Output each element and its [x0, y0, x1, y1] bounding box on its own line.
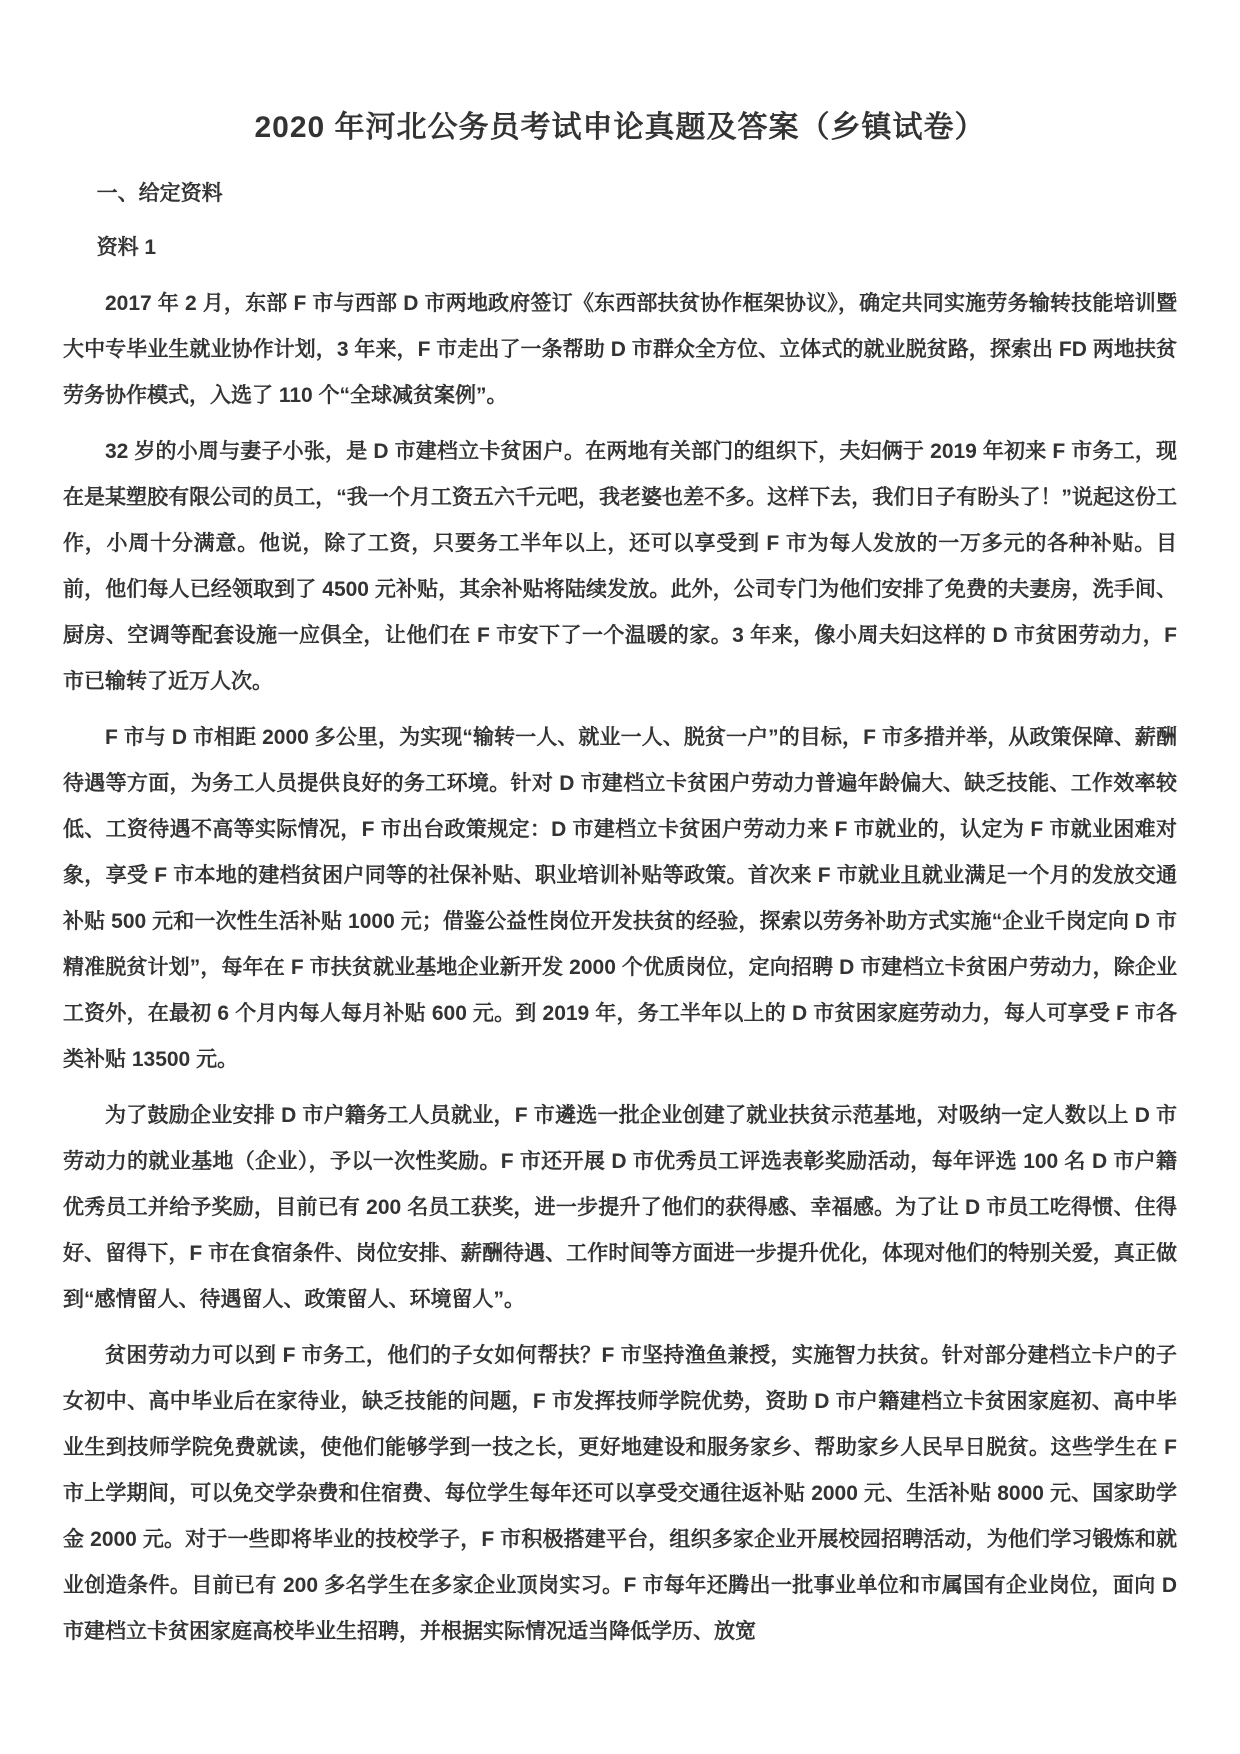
section-heading-given-materials: 一、给定资料 [96, 182, 223, 205]
material-paragraph-4: 为了鼓励企业安排 D 市户籍务工人员就业，F 市遴选一批企业创建了就业扶贫示范基地，对吸纳一定人数以上 D 市劳动力的就业基地（企业），予以一次性奖励。F 市还开展 D 市优秀员工评选表彰奖励活动，每年评选 100 名 D 市户籍优秀员工并给予奖励，目前已有 200 名员工获奖，进一步提升了他们的获得感、幸福感。为了让 D 市员工吃得惯、住得好、留得下，F 市在食宿条件、岗位安排、薪酬待遇、工作时间等方面进一步提升优化，体现对他们的特别关爱，真正做到“感情留人、待遇留人、政策留人、环境留人”。 [63, 1104, 1177, 1311]
material-paragraph-1: 2017 年 2 月，东部 F 市与西部 D 市两地政府签订《东西部扶贫协作框架协议》，确定共同实施劳务输转技能培训暨大中专毕业生就业协作计划，3 年来，F 市走出了一条帮助 D 市群众全方位、立体式的就业脱贫路，探索出 FD 两地扶贫劳务协作模式，入选了 110 个“全球减贫案例”。 [63, 292, 1177, 407]
document-title: 2020 年河北公务员考试申论真题及答案（乡镇试卷） [254, 111, 986, 144]
material-paragraph-2: 32 岁的小周与妻子小张，是 D 市建档立卡贫困户。在两地有关部门的组织下，夫妇俩于 2019 年初来 F 市务工，现在是某塑胶有限公司的员工，“我一个月工资五六千元吧，我老婆也差不多。这样下去，我们日子有盼头了！”说起这份工作，小周十分满意。他说，除了工资，只要务工半年以上，还可以享受到 F 市为每人发放的一万多元的各种补贴。目前，他们每人已经领取到了 4500 元补贴，其余补贴将陆续发放。此外，公司专门为他们安排了免费的夫妻房，洗手间、厨房、空调等配套设施一应俱全，让他们在 F 市安下了一个温暖的家。3 年来，像小周夫妇这样的 D 市贫困劳动力，F 市已输转了近万人次。 [63, 440, 1177, 693]
material-1-body [63, 281, 1177, 1655]
material-paragraph-3: F 市与 D 市相距 2000 多公里，为实现“输转一人、就业一人、脱贫一户”的目标，F 市多措并举，从政策保障、薪酬待遇等方面，为务工人员提供良好的务工环境。针对 D 市建档立卡贫困户劳动力普遍年龄偏大、缺乏技能、工作效率较低、工资待遇不高等实际情况，F 市出台政策规定：D 市建档立卡贫困户劳动力来 F 市就业的，认定为 F 市就业困难对象，享受 F 市本地的建档贫困户同等的社保补贴、职业培训补贴等政策。首次来 F 市就业且就业满足一个月的发放交通补贴 500 元和一次性生活补贴 1000 元；借鉴公益性岗位开发扶贫的经验，探索以劳务补助方式实施“企业千岗定向 D 市精准脱贫计划”，每年在 F 市扶贫就业基地企业新开发 2000 个优质岗位，定向招聘 D 市建档立卡贫困户劳动力，除企业工资外，在最初 6 个月内每人每月补贴 600 元。到 2019 年，务工半年以上的 D 市贫困家庭劳动力，每人可享受 F 市各类补贴 13500 元。 [63, 726, 1177, 1071]
material-paragraph-5: 贫困劳动力可以到 F 市务工，他们的子女如何帮扶？F 市坚持渔鱼兼授，实施智力扶贫。针对部分建档立卡户的子女初中、高中毕业后在家待业，缺乏技能的问题，F 市发挥技师学院优势，资助 D 市户籍建档立卡贫困家庭初、高中毕业生到技师学院免费就读，使他们能够学到一技之长，更好地建设和服务家乡、帮助家乡人民早日脱贫。这些学生在 F 市上学期间，可以免交学杂费和住宿费、每位学生每年还可以享受交通往返补贴 2000 元、生活补贴 8000 元、国家助学金 2000 元。对于一些即将毕业的技校学子，F 市积极搭建平台，组织多家企业开展校园招聘活动，为他们学习锻炼和就业创造条件。目前已有 200 多名学生在多家企业顶岗实习。F 市每年还腾出一批事业单位和市属国有企业岗位，面向 D 市建档立卡贫困家庭高校毕业生招聘，并根据实际情况适当降低学历、放宽 [63, 1344, 1177, 1643]
material-1-heading: 资料 1 [96, 236, 157, 259]
